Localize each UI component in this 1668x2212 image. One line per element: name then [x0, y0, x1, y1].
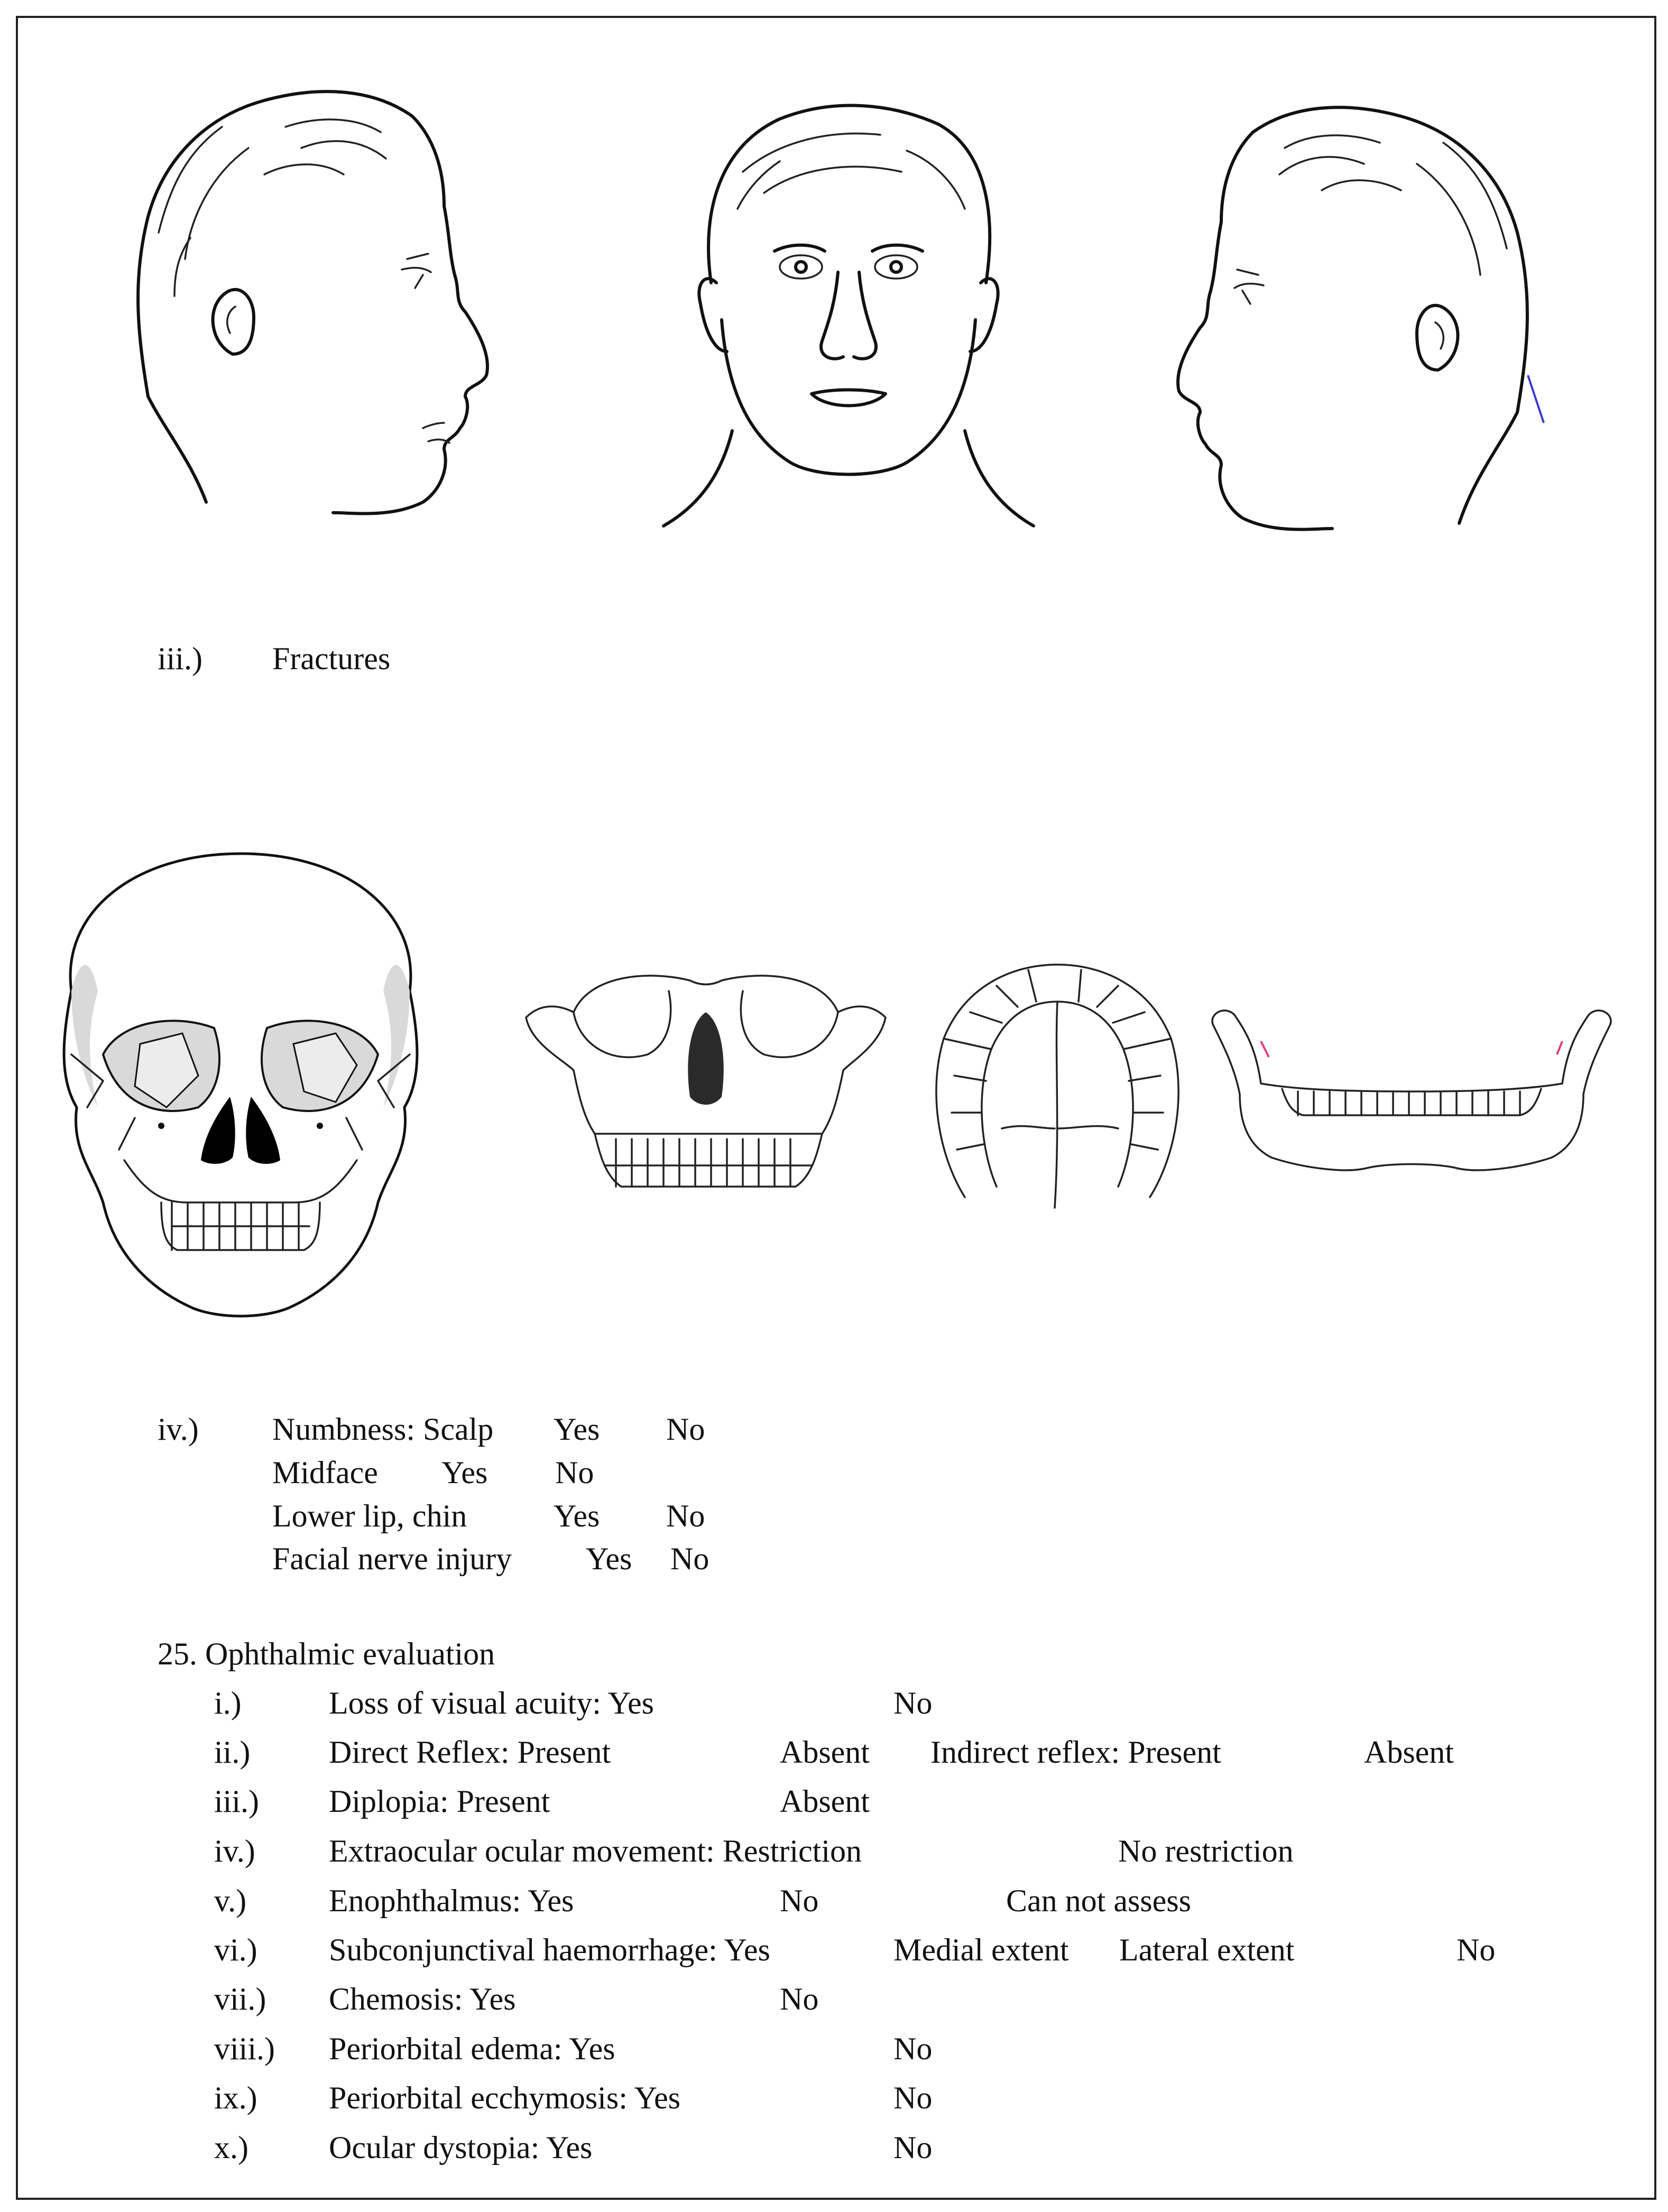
numbness-lowerlip-no[interactable]: No [666, 1498, 705, 1533]
ophth-num: i.) [214, 1686, 242, 1720]
numbness-scalp-label: Numbness: Scalp [272, 1412, 494, 1447]
facial-nerve-yes[interactable]: Yes [586, 1541, 632, 1576]
ophth-num: vi.) [214, 1932, 257, 1967]
periorbital-ecchymosis-label: Periorbital ecchymosis: Yes [329, 2080, 680, 2115]
ophth-num: iii.) [214, 1784, 259, 1819]
visual-acuity-no[interactable]: No [893, 1686, 933, 1720]
maxilla-figure [515, 965, 896, 1202]
numbness-scalp-no[interactable]: No [666, 1412, 705, 1447]
ophthalmic-heading: 25. Ophthalmic evaluation [158, 1636, 495, 1671]
ophth-num: viii.) [214, 2031, 275, 2066]
ophth-num: iv.) [214, 1834, 255, 1868]
subconjunctival-medial[interactable]: Medial extent [893, 1932, 1069, 1967]
indirect-reflex-absent[interactable]: Absent [1364, 1735, 1454, 1770]
ophth-num: vii.) [214, 1982, 266, 2016]
skull-frontal-figure [40, 832, 441, 1340]
facial-nerve-label: Facial nerve injury [272, 1541, 512, 1576]
direct-reflex-absent[interactable]: Absent [780, 1735, 870, 1770]
ophth-num: v.) [214, 1883, 247, 1918]
periorbital-edema-label: Periorbital edema: Yes [329, 2031, 615, 2066]
subconjunctival-no[interactable]: No [1457, 1932, 1496, 1967]
facial-nerve-no[interactable]: No [670, 1541, 709, 1576]
ocular-dystopia-no[interactable]: No [893, 2130, 933, 2165]
diplopia-label: Diplopia: Present [329, 1784, 550, 1819]
diplopia-absent[interactable]: Absent [780, 1784, 870, 1819]
numbness-midface-label: Midface [272, 1455, 378, 1490]
head-profile-right-figure [127, 58, 497, 518]
enophthalmus-cannot-assess[interactable]: Can not assess [1006, 1883, 1191, 1918]
subconjunctival-lateral[interactable]: Lateral extent [1119, 1932, 1295, 1967]
extraocular-label: Extraocular ocular movement: Restriction [329, 1834, 862, 1868]
mandible-figure [1203, 999, 1620, 1195]
numbness-lowerlip-label: Lower lip, chin [272, 1498, 467, 1533]
head-profile-left-figure [1163, 74, 1549, 539]
ophth-num: x.) [214, 2130, 248, 2165]
direct-reflex-label: Direct Reflex: Present [329, 1735, 611, 1770]
palate-figure [923, 954, 1192, 1218]
chemosis-label: Chemosis: Yes [329, 1982, 516, 2016]
ocular-dystopia-label: Ocular dystopia: Yes [329, 2130, 593, 2165]
fractures-label: Fractures [272, 641, 391, 676]
fractures-number: iii.) [158, 641, 202, 676]
subconjunctival-label: Subconjunctival haemorrhage: Yes [329, 1932, 770, 1967]
numbness-midface-no[interactable]: No [555, 1455, 594, 1490]
enophthalmus-label: Enophthalmus: Yes [329, 1883, 574, 1918]
visual-acuity-label: Loss of visual acuity: Yes [329, 1686, 654, 1720]
head-frontal-figure [658, 92, 1039, 536]
extraocular-no-restriction[interactable]: No restriction [1118, 1834, 1294, 1868]
ophth-num: ix.) [214, 2080, 257, 2115]
numbness-lowerlip-yes[interactable]: Yes [554, 1498, 600, 1533]
periorbital-edema-no[interactable]: No [893, 2031, 933, 2066]
chemosis-no[interactable]: No [780, 1982, 819, 2016]
ophth-num: ii.) [214, 1735, 251, 1770]
indirect-reflex-present[interactable]: Indirect reflex: Present [930, 1735, 1221, 1770]
periorbital-ecchymosis-no[interactable]: No [893, 2080, 933, 2115]
numbness-scalp-yes[interactable]: Yes [554, 1412, 600, 1447]
numbness-number: iv.) [158, 1412, 199, 1447]
enophthalmus-no[interactable]: No [780, 1883, 819, 1918]
numbness-midface-yes[interactable]: Yes [441, 1455, 488, 1490]
